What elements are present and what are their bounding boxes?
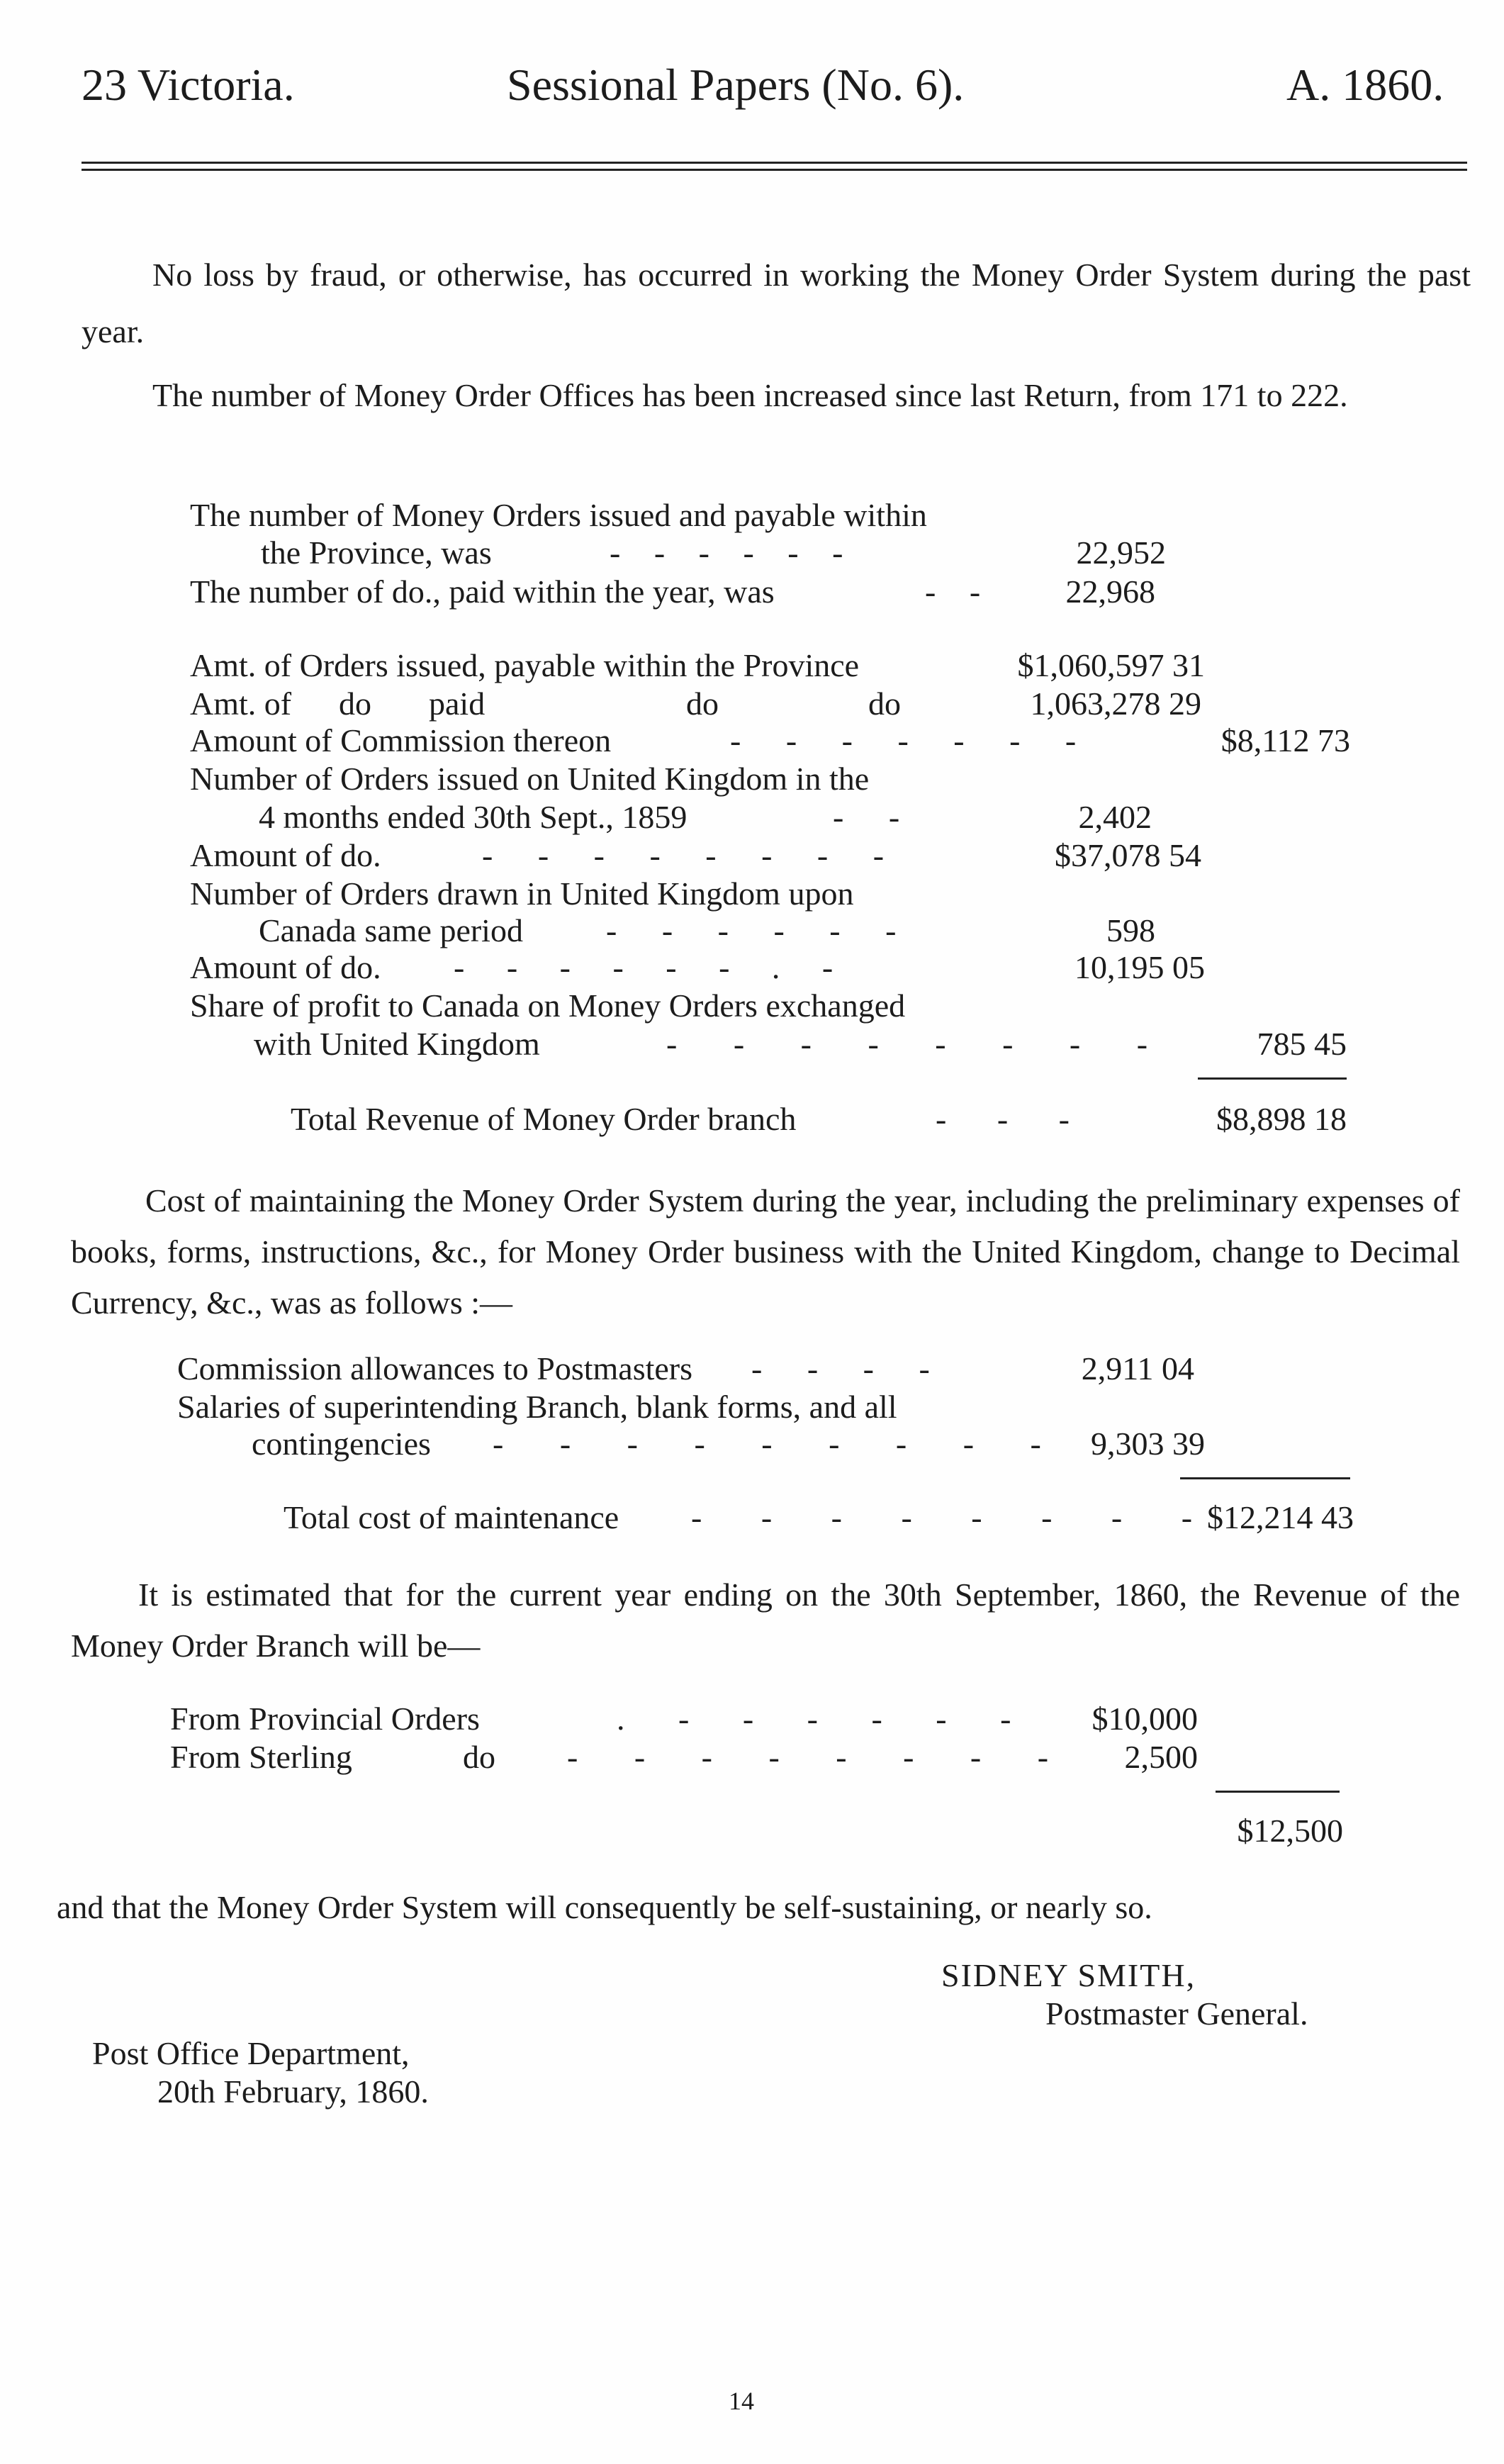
header-rule-bottom xyxy=(82,169,1467,171)
uk-drawn-amount-value: 10,195 05 xyxy=(1074,949,1205,985)
commission-value: $8,112 73 xyxy=(1220,722,1350,758)
leader-dots: - - xyxy=(925,573,994,610)
leader-dots: - - - - - - - - xyxy=(691,1499,1218,1535)
signature-name: SIDNEY SMITH, xyxy=(941,1957,1196,1993)
sum-rule xyxy=(1180,1477,1350,1479)
sterling-label-a: From Sterling xyxy=(170,1739,352,1775)
total-revenue-value: $8,898 18 xyxy=(1216,1101,1347,1137)
page-number: 14 xyxy=(729,2387,754,2415)
total-revenue-label: Total Revenue of Money Order branch xyxy=(291,1101,797,1137)
paragraph-estimate: It is estimated that for the current year ending on the 30th September, 1860, the Revenue of the Money Order Branch will be— xyxy=(71,1577,1460,1664)
uk-drawn-label-line2: Canada same period xyxy=(259,912,523,948)
total-cost-value: $12,214 43 xyxy=(1207,1499,1354,1535)
amt-paid-label-c: paid xyxy=(429,685,486,722)
sum-rule xyxy=(1198,1077,1347,1080)
salaries-label-line2: contingencies xyxy=(252,1426,431,1462)
paragraph-offices: The number of Money Order Offices has been increased since last Return, from 171 to 222. xyxy=(152,377,1348,413)
leader-dots: - - - - - - xyxy=(606,912,915,948)
uk-issued-label-line2: 4 months ended 30th Sept., 1859 xyxy=(259,799,688,835)
amt-issued-value: $1,060,597 31 xyxy=(1017,647,1205,683)
salaries-value: 9,303 39 xyxy=(1091,1426,1205,1462)
share-value: 785 45 xyxy=(1257,1026,1347,1062)
amt-issued-label: Amt. of Orders issued, payable within the Province xyxy=(190,647,860,683)
uk-drawn-label-line1: Number of Orders drawn in United Kingdom upon xyxy=(190,875,854,912)
amt-paid-label-a: Amt. of xyxy=(190,685,292,722)
paid-label: The number of do., paid within the year, was xyxy=(190,573,775,610)
leader-dots: - - - - - - - xyxy=(730,722,1095,758)
dateline-office: Post Office Department, xyxy=(92,2035,410,2071)
paid-value: 22,968 xyxy=(1065,573,1155,610)
paragraph-no-loss: No loss by fraud, or otherwise, has occurred in working the Money Order System during the past year. xyxy=(82,257,1471,349)
sterling-value: 2,500 xyxy=(1124,1739,1198,1775)
header-right: A. 1860. xyxy=(1286,60,1444,110)
leader-dots: . - - - - - - xyxy=(617,1701,1034,1737)
leader-dots: - - - - - - - - xyxy=(567,1739,1073,1775)
issued-label-line2: the Province, was xyxy=(261,534,492,571)
sum-rule xyxy=(1216,1791,1340,1793)
header-left: 23 Victoria. xyxy=(82,60,295,110)
signature-title: Postmaster General. xyxy=(1045,1995,1308,2032)
sterling-label-b: do xyxy=(463,1739,495,1775)
share-label-line2: with United Kingdom xyxy=(254,1026,540,1062)
paragraph-cost: Cost of maintaining the Money Order System during the year, including the preliminary expenses of books, forms, instructions, &c., for Money Order business with the United Kingdom, change to Decimal Currency, &c., was as follows :— xyxy=(71,1182,1460,1321)
estimate-total-value: $12,500 xyxy=(1237,1813,1343,1849)
total-cost-label: Total cost of maintenance xyxy=(284,1499,619,1535)
header-rule-top xyxy=(82,162,1467,164)
leader-dots: - - - - - - - - - xyxy=(493,1426,1065,1462)
amt-paid-value: 1,063,278 29 xyxy=(1030,685,1201,722)
leader-dots: - - - - - - - - xyxy=(482,837,903,873)
leader-dots: - - - xyxy=(936,1101,1091,1137)
salaries-label-line1: Salaries of superintending Branch, blank forms, and all xyxy=(177,1389,897,1425)
amt-paid-label-b: do xyxy=(339,685,371,722)
issued-value: 22,952 xyxy=(1076,534,1166,571)
provincial-value: $10,000 xyxy=(1091,1701,1198,1737)
amt-paid-label-d: do xyxy=(686,685,719,722)
amt-paid-label-e: do xyxy=(868,685,901,722)
uk-amount-value: $37,078 54 xyxy=(1055,837,1201,873)
commission-allowances-value: 2,911 04 xyxy=(1081,1350,1194,1387)
uk-drawn-amount-label: Amount of do. xyxy=(190,949,381,985)
leader-dots: - - xyxy=(833,799,919,835)
uk-drawn-value: 598 xyxy=(1106,912,1155,948)
commission-allowances-label: Commission allowances to Postmasters xyxy=(177,1350,693,1387)
uk-issued-value: 2,402 xyxy=(1078,799,1152,835)
issued-label-line1: The number of Money Orders issued and payable within xyxy=(190,497,927,533)
provincial-label: From Provincial Orders xyxy=(170,1701,480,1737)
leader-dots: - - - - - - - - xyxy=(666,1026,1172,1062)
leader-dots: - - - - xyxy=(751,1350,948,1387)
leader-dots: - - - - - - . - xyxy=(454,949,851,985)
leader-dots: - - - - - - xyxy=(610,534,856,571)
header-title: Sessional Papers (No. 6). xyxy=(507,60,965,110)
uk-issued-label-line1: Number of Orders issued on United Kingdom in the xyxy=(190,761,870,797)
share-label-line1: Share of profit to Canada on Money Orders exchanged xyxy=(190,987,906,1024)
dateline-date: 20th February, 1860. xyxy=(157,2073,429,2110)
paragraph-conclusion: and that the Money Order System will consequently be self-sustaining, or nearly so. xyxy=(57,1889,1152,1925)
uk-amount-label: Amount of do. xyxy=(190,837,381,873)
commission-label: Amount of Commission thereon xyxy=(190,722,612,758)
